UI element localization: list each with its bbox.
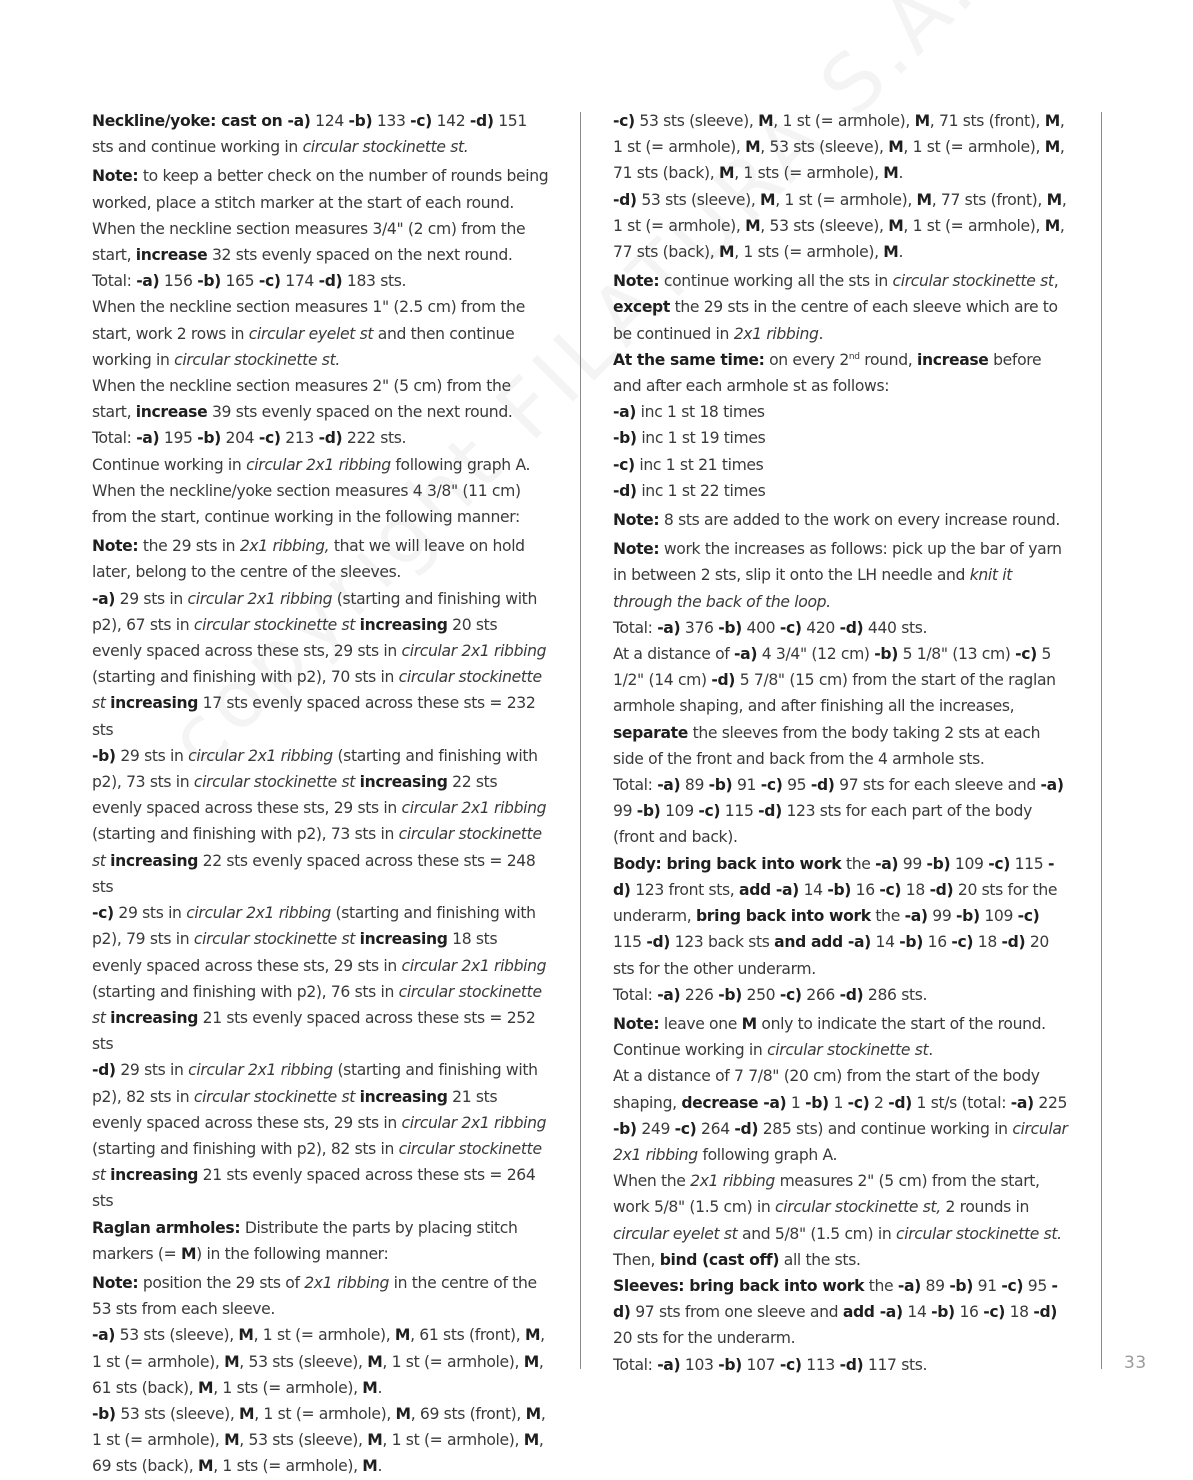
page-number: 33 [1124, 1353, 1147, 1373]
paragraph: When the neckline section measures 3/4" (2 cm) from the start, increase 32 sts evenly spaced on the next round. [92, 219, 526, 265]
paragraph: Note: position the 29 sts of 2x1 ribbing in the centre of the 53 sts from each sleeve. [92, 1273, 537, 1319]
paragraph: When the neckline section measures 1" (2.5 cm) from the start, work 2 rows in circular eyelet st and then continue working in circular stockinette st. [92, 298, 525, 369]
right-margin-rule [1101, 112, 1102, 1369]
paragraph: Total: -a) 156 -b) 165 -c) 174 -d) 183 sts. [92, 272, 407, 291]
paragraph: -b) 29 sts in circular 2x1 ribbing (starting and finishing with p2), 73 sts in circular stockinette st increasing 22 sts evenly spaced across these sts, 29 sts in circular 2x1 ribbing (starting and finishing with p2), 73 sts in circular stockinette st increasing 22 sts evenly spaced across these sts = 248 sts [92, 746, 547, 896]
paragraph: -d) 29 sts in circular 2x1 ribbing (starting and finishing with p2), 82 sts in circular stockinette st increasing 21 sts evenly spaced across these sts, 29 sts in circular 2x1 ribbing (starting and finishing with p2), 82 sts in circular stockinette st increasing 21 sts evenly spaced across these sts = 264 sts [92, 1061, 547, 1211]
paragraph: At the same time: on every 2nd round, increase before and after each armhole st as follows: [613, 350, 1042, 396]
paragraph: Total: -a) 89 -b) 91 -c) 95 -d) 97 sts for each sleeve and -a) 99 -b) 109 -c) 115 -d) 123 sts for each part of the body (front and back). [613, 776, 1064, 847]
paragraph: -c) 53 sts (sleeve), M, 1 st (= armhole), M, 71 sts (front), M, 1 st (= armhole), M, 53 sts (sleeve), M, 1 st (= armhole), M, 71 sts (back), M, 1 sts (= armhole), M. [613, 112, 1065, 183]
paragraph: Sleeves: bring back into work the -a) 89 -b) 91 -c) 95 -d) 97 sts from one sleeve and add -a) 14 -b) 16 -c) 18 -d) 20 sts for the underarm. [613, 1276, 1058, 1348]
paragraph: -d) inc 1 st 22 times [613, 481, 766, 500]
paragraph: When the neckline/yoke section measures 4 3/8" (11 cm) from the start, continue working in the following manner: [92, 481, 521, 527]
paragraph: -a) 29 sts in circular 2x1 ribbing (starting and finishing with p2), 67 sts in circular stockinette st increasing 20 sts evenly spaced across these sts, 29 sts in circular 2x1 ribbing (starting and finishing with p2), 70 sts in circular stockinette st increasing 17 sts evenly spaced across these sts = 232 sts [92, 589, 547, 739]
paragraph: -b) inc 1 st 19 times [613, 429, 766, 448]
paragraph: -a) inc 1 st 18 times [613, 403, 765, 422]
paragraph: At a distance of 7 7/8" (20 cm) from the start of the body shaping, decrease -a) 1 -b) 1 -c) 2 -d) 1 st/s (total: -a) 225 -b) 249 -c) 264 -d) 285 sts) and continue working in circular 2x1 ribbing following graph A. [613, 1067, 1068, 1164]
paragraph: Total: -a) 376 -b) 400 -c) 420 -d) 440 sts. [613, 618, 928, 637]
paragraph: Continue working in circular 2x1 ribbing following graph A. [92, 455, 531, 474]
paragraph: Note: work the increases as follows: pick up the bar of yarn in between 2 sts, slip it onto the LH needle and knit it through the back of the loop. [613, 540, 1062, 611]
paragraph: Note: leave one M only to indicate the start of the round. [613, 1014, 1046, 1033]
paragraph: Continue working in circular stockinette st. [613, 1041, 933, 1060]
paragraph: At a distance of -a) 4 3/4" (12 cm) -b) 5 1/8" (13 cm) -c) 5 1/2" (14 cm) -d) 5 7/8" (15 cm) from the start of the raglan armhole shaping, and after finishing all the increases, separate the sleeves from the body taking 2 sts at each side of the front and back from the 4 armhole sts. [613, 645, 1056, 768]
column-divider [580, 112, 581, 1369]
paragraph: Note: the 29 sts in 2x1 ribbing, that we will leave on hold later, belong to the centre of the sleeves. [92, 537, 525, 582]
paragraph: -a) 53 sts (sleeve), M, 1 st (= armhole), M, 61 sts (front), M, 1 st (= armhole), M, 53 sts (sleeve), M, 1 st (= armhole), M, 61 sts (back), M, 1 sts (= armhole), M. [92, 1326, 545, 1397]
paragraph: -c) 29 sts in circular 2x1 ribbing (starting and finishing with p2), 79 sts in circular stockinette st increasing 18 sts evenly spaced across these sts, 29 sts in circular 2x1 ribbing (starting and finishing with p2), 76 sts in circular stockinette st increasing 21 sts evenly spaced across these sts = 252 sts [92, 904, 547, 1054]
paragraph: Note: 8 sts are added to the work on every increase round. [613, 511, 1061, 530]
paragraph: When the 2x1 ribbing measures 2" (5 cm) from the start, work 5/8" (1.5 cm) in circular stockinette st, 2 rounds in circular eyelet st and 5/8" (1.5 cm) in circular stockinette st. Then, bind (cast off) all the sts. [613, 1172, 1062, 1269]
text-column-left [92, 108, 550, 1480]
text-column-right [613, 108, 1071, 1378]
paragraph: Total: -a) 226 -b) 250 -c) 266 -d) 286 sts. [613, 985, 928, 1004]
paragraph: Note: to keep a better check on the number of rounds being worked, place a stitch marker at the start of each round. [92, 167, 549, 212]
paragraph: Total: -a) 103 -b) 107 -c) 113 -d) 117 sts. [613, 1355, 928, 1374]
paragraph: Neckline/yoke: cast on -a) 124 -b) 133 -c) 142 -d) 151 sts and continue working in circular stockinette st. [92, 112, 527, 157]
paragraph: Note: continue working all the sts in circular stockinette st, except the 29 sts in the centre of each sleeve which are to be continued in 2x1 ribbing. [613, 272, 1059, 343]
paragraph: When the neckline section measures 2" (5 cm) from the start, increase 39 sts evenly spaced on the next round. [92, 377, 513, 422]
paragraph: Total: -a) 195 -b) 204 -c) 213 -d) 222 sts. [92, 429, 407, 448]
paragraph: -b) 53 sts (sleeve), M, 1 st (= armhole), M, 69 sts (front), M, 1 st (= armhole), M, 53 sts (sleeve), M, 1 st (= armhole), M, 69 sts (back), M, 1 sts (= armhole), M. [92, 1404, 546, 1476]
paragraph: -d) 53 sts (sleeve), M, 1 st (= armhole), M, 77 sts (front), M, 1 st (= armhole), M, 53 sts (sleeve), M, 1 st (= armhole), M, 77 sts (back), M, 1 sts (= armhole), M. [613, 190, 1067, 262]
paragraph: -c) inc 1 st 21 times [613, 455, 764, 474]
paragraph: Raglan armholes: Distribute the parts by placing stitch markers (= M) in the following manner: [92, 1218, 518, 1263]
paragraph: Body: bring back into work the -a) 99 -b) 109 -c) 115 -d) 123 front sts, add -a) 14 -b) 16 -c) 18 -d) 20 sts for the underarm, bring back into work the -a) 99 -b) 109 -c) 115 -d) 123 back sts and add -a) 14 -b) 16 -c) 18 -d) 20 sts for the other underarm. [613, 854, 1058, 978]
